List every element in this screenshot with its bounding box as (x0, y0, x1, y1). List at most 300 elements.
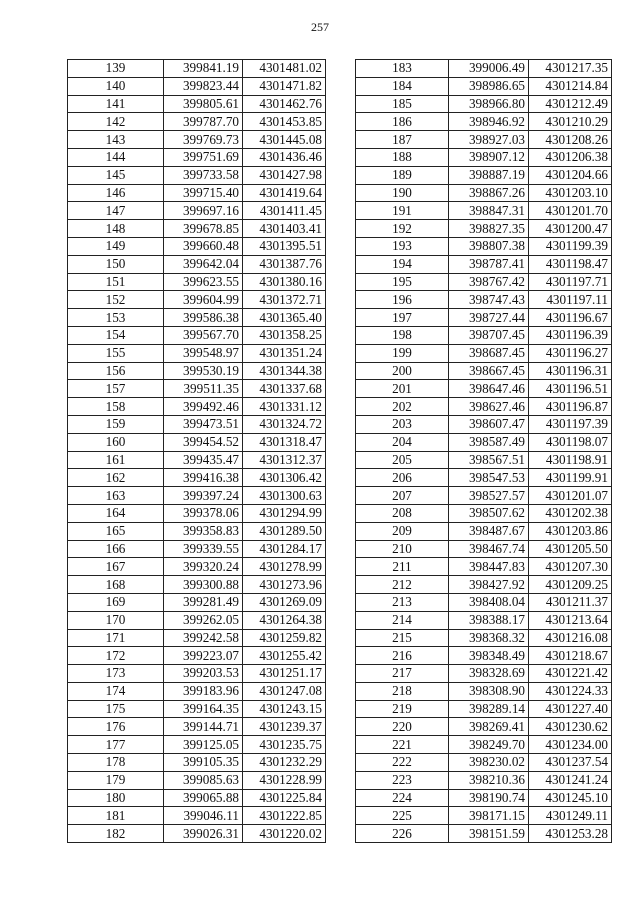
point-number-cell: 191 (356, 202, 449, 220)
table-row (68, 166, 326, 184)
x-coordinate-cell: 399530.19 (164, 362, 243, 380)
point-number-cell: 183 (356, 60, 449, 78)
x-coordinate-cell: 399125.05 (164, 736, 243, 754)
point-number-cell: 175 (68, 700, 164, 718)
point-number-cell: 149 (68, 237, 164, 255)
point-number-cell: 158 (68, 398, 164, 416)
x-coordinate-cell: 398467.74 (449, 540, 529, 558)
point-number-cell: 203 (356, 415, 449, 433)
point-number-cell: 222 (356, 754, 449, 772)
table-row (68, 540, 326, 558)
point-number-cell: 188 (356, 148, 449, 166)
table-row (68, 273, 326, 291)
x-coordinate-cell: 398388.17 (449, 611, 529, 629)
x-coordinate-cell: 399242.58 (164, 629, 243, 647)
point-number-cell: 200 (356, 362, 449, 380)
point-number-cell: 145 (68, 166, 164, 184)
point-number-cell: 163 (68, 487, 164, 505)
x-coordinate-cell: 399164.35 (164, 700, 243, 718)
y-coordinate-cell: 4301269.09 (243, 593, 326, 611)
x-coordinate-cell: 399006.49 (449, 60, 529, 78)
y-coordinate-cell: 4301243.15 (243, 700, 326, 718)
y-coordinate-cell: 4301196.31 (529, 362, 612, 380)
point-number-cell: 174 (68, 682, 164, 700)
table-row (68, 113, 326, 131)
table-row (68, 754, 326, 772)
y-coordinate-cell: 4301207.30 (529, 558, 612, 576)
table-row (356, 398, 612, 416)
y-coordinate-cell: 4301237.54 (529, 754, 612, 772)
y-coordinate-cell: 4301222.85 (243, 807, 326, 825)
table-row (68, 77, 326, 95)
table-row (356, 220, 612, 238)
point-number-cell: 212 (356, 576, 449, 594)
y-coordinate-cell: 4301312.37 (243, 451, 326, 469)
point-number-cell: 199 (356, 344, 449, 362)
table-row (356, 433, 612, 451)
point-number-cell: 147 (68, 202, 164, 220)
x-coordinate-cell: 398368.32 (449, 629, 529, 647)
x-coordinate-cell: 398230.02 (449, 754, 529, 772)
x-coordinate-cell: 398547.53 (449, 469, 529, 487)
y-coordinate-cell: 4301427.98 (243, 166, 326, 184)
x-coordinate-cell: 398328.69 (449, 665, 529, 683)
point-number-cell: 226 (356, 825, 449, 843)
point-number-cell: 171 (68, 629, 164, 647)
table-row (68, 558, 326, 576)
y-coordinate-cell: 4301318.47 (243, 433, 326, 451)
point-number-cell: 169 (68, 593, 164, 611)
y-coordinate-cell: 4301214.84 (529, 77, 612, 95)
point-number-cell: 142 (68, 113, 164, 131)
point-number-cell: 151 (68, 273, 164, 291)
point-number-cell: 208 (356, 504, 449, 522)
y-coordinate-cell: 4301220.02 (243, 825, 326, 843)
point-number-cell: 173 (68, 665, 164, 683)
table-row (68, 807, 326, 825)
table-row (68, 344, 326, 362)
y-coordinate-cell: 4301253.28 (529, 825, 612, 843)
x-coordinate-cell: 399320.24 (164, 558, 243, 576)
table-row (356, 326, 612, 344)
x-coordinate-cell: 399397.24 (164, 487, 243, 505)
point-number-cell: 192 (356, 220, 449, 238)
x-coordinate-cell: 399548.97 (164, 344, 243, 362)
x-coordinate-cell: 399511.35 (164, 380, 243, 398)
table-row (356, 237, 612, 255)
table-row (68, 220, 326, 238)
table-row (356, 665, 612, 683)
table-row (68, 629, 326, 647)
point-number-cell: 153 (68, 309, 164, 327)
point-number-cell: 181 (68, 807, 164, 825)
table-row (68, 611, 326, 629)
point-number-cell: 180 (68, 789, 164, 807)
point-number-cell: 201 (356, 380, 449, 398)
x-coordinate-cell: 399262.05 (164, 611, 243, 629)
table-row (356, 95, 612, 113)
y-coordinate-cell: 4301255.42 (243, 647, 326, 665)
x-coordinate-cell: 399026.31 (164, 825, 243, 843)
x-coordinate-cell: 398507.62 (449, 504, 529, 522)
table-row (68, 60, 326, 78)
point-number-cell: 143 (68, 131, 164, 149)
table-row (356, 736, 612, 754)
x-coordinate-cell: 398847.31 (449, 202, 529, 220)
x-coordinate-cell: 399492.46 (164, 398, 243, 416)
x-coordinate-cell: 399046.11 (164, 807, 243, 825)
y-coordinate-cell: 4301201.70 (529, 202, 612, 220)
x-coordinate-cell: 399183.96 (164, 682, 243, 700)
table-row (356, 771, 612, 789)
point-number-cell: 211 (356, 558, 449, 576)
y-coordinate-cell: 4301264.38 (243, 611, 326, 629)
x-coordinate-cell: 398707.45 (449, 326, 529, 344)
table-row (356, 611, 612, 629)
table-row (356, 184, 612, 202)
x-coordinate-cell: 398787.41 (449, 255, 529, 273)
y-coordinate-cell: 4301196.67 (529, 309, 612, 327)
x-coordinate-cell: 398727.44 (449, 309, 529, 327)
table-row (68, 237, 326, 255)
page-number: 257 (311, 20, 329, 34)
table-row (68, 291, 326, 309)
y-coordinate-cell: 4301196.51 (529, 380, 612, 398)
table-row (68, 131, 326, 149)
x-coordinate-cell: 399085.63 (164, 771, 243, 789)
y-coordinate-cell: 4301234.00 (529, 736, 612, 754)
y-coordinate-cell: 4301372.71 (243, 291, 326, 309)
x-coordinate-cell: 399065.88 (164, 789, 243, 807)
x-coordinate-cell: 398289.14 (449, 700, 529, 718)
y-coordinate-cell: 4301197.11 (529, 291, 612, 309)
x-coordinate-cell: 399733.58 (164, 166, 243, 184)
x-coordinate-cell: 398190.74 (449, 789, 529, 807)
table-row (356, 113, 612, 131)
point-number-cell: 198 (356, 326, 449, 344)
point-number-cell: 184 (356, 77, 449, 95)
point-number-cell: 193 (356, 237, 449, 255)
point-number-cell: 154 (68, 326, 164, 344)
y-coordinate-cell: 4301199.39 (529, 237, 612, 255)
y-coordinate-cell: 4301211.37 (529, 593, 612, 611)
table-row (68, 718, 326, 736)
x-coordinate-cell: 399203.53 (164, 665, 243, 683)
y-coordinate-cell: 4301210.29 (529, 113, 612, 131)
table-row (356, 415, 612, 433)
y-coordinate-cell: 4301337.68 (243, 380, 326, 398)
table-row (68, 700, 326, 718)
y-coordinate-cell: 4301228.99 (243, 771, 326, 789)
y-coordinate-cell: 4301232.29 (243, 754, 326, 772)
table-row (356, 682, 612, 700)
y-coordinate-cell: 4301387.76 (243, 255, 326, 273)
y-coordinate-cell: 4301284.17 (243, 540, 326, 558)
table-row (68, 789, 326, 807)
point-number-cell: 182 (68, 825, 164, 843)
x-coordinate-cell: 398867.26 (449, 184, 529, 202)
table-row (356, 131, 612, 149)
table-row (356, 469, 612, 487)
y-coordinate-cell: 4301239.37 (243, 718, 326, 736)
x-coordinate-cell: 399567.70 (164, 326, 243, 344)
table-row (356, 309, 612, 327)
y-coordinate-cell: 4301212.49 (529, 95, 612, 113)
x-coordinate-cell: 399144.71 (164, 718, 243, 736)
x-coordinate-cell: 398667.45 (449, 362, 529, 380)
y-coordinate-cell: 4301419.64 (243, 184, 326, 202)
y-coordinate-cell: 4301306.42 (243, 469, 326, 487)
x-coordinate-cell: 399473.51 (164, 415, 243, 433)
x-coordinate-cell: 398487.67 (449, 522, 529, 540)
point-number-cell: 185 (356, 95, 449, 113)
y-coordinate-cell: 4301344.38 (243, 362, 326, 380)
coordinate-table-left (67, 59, 326, 843)
y-coordinate-cell: 4301294.99 (243, 504, 326, 522)
y-coordinate-cell: 4301205.50 (529, 540, 612, 558)
table-row (356, 789, 612, 807)
point-number-cell: 156 (68, 362, 164, 380)
y-coordinate-cell: 4301196.87 (529, 398, 612, 416)
x-coordinate-cell: 398527.57 (449, 487, 529, 505)
x-coordinate-cell: 399300.88 (164, 576, 243, 594)
table-row (68, 433, 326, 451)
point-number-cell: 187 (356, 131, 449, 149)
table-row (68, 202, 326, 220)
y-coordinate-cell: 4301198.91 (529, 451, 612, 469)
table-row (68, 415, 326, 433)
y-coordinate-cell: 4301203.10 (529, 184, 612, 202)
point-number-cell: 165 (68, 522, 164, 540)
point-number-cell: 178 (68, 754, 164, 772)
x-coordinate-cell: 399435.47 (164, 451, 243, 469)
y-coordinate-cell: 4301225.84 (243, 789, 326, 807)
y-coordinate-cell: 4301202.38 (529, 504, 612, 522)
point-number-cell: 221 (356, 736, 449, 754)
y-coordinate-cell: 4301273.96 (243, 576, 326, 594)
table-row (68, 665, 326, 683)
y-coordinate-cell: 4301453.85 (243, 113, 326, 131)
y-coordinate-cell: 4301198.47 (529, 255, 612, 273)
y-coordinate-cell: 4301324.72 (243, 415, 326, 433)
point-number-cell: 170 (68, 611, 164, 629)
point-number-cell: 206 (356, 469, 449, 487)
point-number-cell: 176 (68, 718, 164, 736)
point-number-cell: 218 (356, 682, 449, 700)
point-number-cell: 144 (68, 148, 164, 166)
y-coordinate-cell: 4301196.27 (529, 344, 612, 362)
x-coordinate-cell: 398249.70 (449, 736, 529, 754)
y-coordinate-cell: 4301251.17 (243, 665, 326, 683)
point-number-cell: 224 (356, 789, 449, 807)
point-number-cell: 155 (68, 344, 164, 362)
point-number-cell: 150 (68, 255, 164, 273)
table-row (68, 682, 326, 700)
table-row (68, 576, 326, 594)
y-coordinate-cell: 4301247.08 (243, 682, 326, 700)
point-number-cell: 164 (68, 504, 164, 522)
table-row (68, 647, 326, 665)
table-row (356, 291, 612, 309)
point-number-cell: 157 (68, 380, 164, 398)
y-coordinate-cell: 4301365.40 (243, 309, 326, 327)
y-coordinate-cell: 4301245.10 (529, 789, 612, 807)
y-coordinate-cell: 4301462.76 (243, 95, 326, 113)
y-coordinate-cell: 4301206.38 (529, 148, 612, 166)
point-number-cell: 141 (68, 95, 164, 113)
x-coordinate-cell: 398171.15 (449, 807, 529, 825)
y-coordinate-cell: 4301471.82 (243, 77, 326, 95)
y-coordinate-cell: 4301351.24 (243, 344, 326, 362)
point-number-cell: 162 (68, 469, 164, 487)
x-coordinate-cell: 398647.46 (449, 380, 529, 398)
table-row (68, 255, 326, 273)
y-coordinate-cell: 4301197.39 (529, 415, 612, 433)
point-number-cell: 160 (68, 433, 164, 451)
point-number-cell: 220 (356, 718, 449, 736)
point-number-cell: 152 (68, 291, 164, 309)
x-coordinate-cell: 399623.55 (164, 273, 243, 291)
table-row (356, 540, 612, 558)
table-row (356, 202, 612, 220)
table-row (356, 807, 612, 825)
table-row (356, 629, 612, 647)
x-coordinate-cell: 399769.73 (164, 131, 243, 149)
y-coordinate-cell: 4301227.40 (529, 700, 612, 718)
table-row (68, 95, 326, 113)
point-number-cell: 210 (356, 540, 449, 558)
point-number-cell: 161 (68, 451, 164, 469)
x-coordinate-cell: 399642.04 (164, 255, 243, 273)
table-row (356, 754, 612, 772)
x-coordinate-cell: 398986.65 (449, 77, 529, 95)
table-row (356, 700, 612, 718)
point-number-cell: 217 (356, 665, 449, 683)
x-coordinate-cell: 398887.19 (449, 166, 529, 184)
point-number-cell: 213 (356, 593, 449, 611)
table-row (68, 309, 326, 327)
y-coordinate-cell: 4301331.12 (243, 398, 326, 416)
y-coordinate-cell: 4301218.67 (529, 647, 612, 665)
y-coordinate-cell: 4301199.91 (529, 469, 612, 487)
y-coordinate-cell: 4301204.66 (529, 166, 612, 184)
table-row (68, 469, 326, 487)
y-coordinate-cell: 4301201.07 (529, 487, 612, 505)
x-coordinate-cell: 398767.42 (449, 273, 529, 291)
point-number-cell: 195 (356, 273, 449, 291)
x-coordinate-cell: 398607.47 (449, 415, 529, 433)
y-coordinate-cell: 4301216.08 (529, 629, 612, 647)
y-coordinate-cell: 4301249.11 (529, 807, 612, 825)
x-coordinate-cell: 399805.61 (164, 95, 243, 113)
x-coordinate-cell: 399678.85 (164, 220, 243, 238)
table-row (356, 576, 612, 594)
x-coordinate-cell: 399378.06 (164, 504, 243, 522)
y-coordinate-cell: 4301224.33 (529, 682, 612, 700)
x-coordinate-cell: 399454.52 (164, 433, 243, 451)
table-row (68, 504, 326, 522)
point-number-cell: 223 (356, 771, 449, 789)
x-coordinate-cell: 398587.49 (449, 433, 529, 451)
table-row (356, 558, 612, 576)
y-coordinate-cell: 4301300.63 (243, 487, 326, 505)
x-coordinate-cell: 398927.03 (449, 131, 529, 149)
point-number-cell: 209 (356, 522, 449, 540)
table-row (356, 344, 612, 362)
coordinate-table-right (355, 59, 612, 843)
x-coordinate-cell: 399586.38 (164, 309, 243, 327)
table-row (68, 487, 326, 505)
table-row (68, 736, 326, 754)
y-coordinate-cell: 4301196.39 (529, 326, 612, 344)
x-coordinate-cell: 398447.83 (449, 558, 529, 576)
table-row (68, 593, 326, 611)
y-coordinate-cell: 4301436.46 (243, 148, 326, 166)
x-coordinate-cell: 399787.70 (164, 113, 243, 131)
table-row (356, 255, 612, 273)
y-coordinate-cell: 4301481.02 (243, 60, 326, 78)
x-coordinate-cell: 398210.36 (449, 771, 529, 789)
x-coordinate-cell: 398567.51 (449, 451, 529, 469)
x-coordinate-cell: 398907.12 (449, 148, 529, 166)
point-number-cell: 204 (356, 433, 449, 451)
x-coordinate-cell: 399358.83 (164, 522, 243, 540)
x-coordinate-cell: 399281.49 (164, 593, 243, 611)
y-coordinate-cell: 4301259.82 (243, 629, 326, 647)
table-row (68, 451, 326, 469)
y-coordinate-cell: 4301197.71 (529, 273, 612, 291)
x-coordinate-cell: 398627.46 (449, 398, 529, 416)
table-row (356, 504, 612, 522)
point-number-cell: 216 (356, 647, 449, 665)
x-coordinate-cell: 399339.55 (164, 540, 243, 558)
table-row (356, 451, 612, 469)
x-coordinate-cell: 399416.38 (164, 469, 243, 487)
point-number-cell: 172 (68, 647, 164, 665)
y-coordinate-cell: 4301230.62 (529, 718, 612, 736)
point-number-cell: 159 (68, 415, 164, 433)
point-number-cell: 202 (356, 398, 449, 416)
y-coordinate-cell: 4301235.75 (243, 736, 326, 754)
point-number-cell: 148 (68, 220, 164, 238)
x-coordinate-cell: 398946.92 (449, 113, 529, 131)
table-row (68, 184, 326, 202)
y-coordinate-cell: 4301208.26 (529, 131, 612, 149)
x-coordinate-cell: 399841.19 (164, 60, 243, 78)
x-coordinate-cell: 398151.59 (449, 825, 529, 843)
x-coordinate-cell: 398747.43 (449, 291, 529, 309)
table-row (68, 771, 326, 789)
x-coordinate-cell: 399823.44 (164, 77, 243, 95)
point-number-cell: 139 (68, 60, 164, 78)
table-row (356, 380, 612, 398)
point-number-cell: 219 (356, 700, 449, 718)
x-coordinate-cell: 398427.92 (449, 576, 529, 594)
point-number-cell: 207 (356, 487, 449, 505)
x-coordinate-cell: 398308.90 (449, 682, 529, 700)
table-row (356, 593, 612, 611)
y-coordinate-cell: 4301358.25 (243, 326, 326, 344)
y-coordinate-cell: 4301203.86 (529, 522, 612, 540)
x-coordinate-cell: 398408.04 (449, 593, 529, 611)
table-row (356, 647, 612, 665)
point-number-cell: 168 (68, 576, 164, 594)
table-row (356, 487, 612, 505)
x-coordinate-cell: 399223.07 (164, 647, 243, 665)
y-coordinate-cell: 4301213.64 (529, 611, 612, 629)
table-row (68, 148, 326, 166)
table-row (68, 398, 326, 416)
